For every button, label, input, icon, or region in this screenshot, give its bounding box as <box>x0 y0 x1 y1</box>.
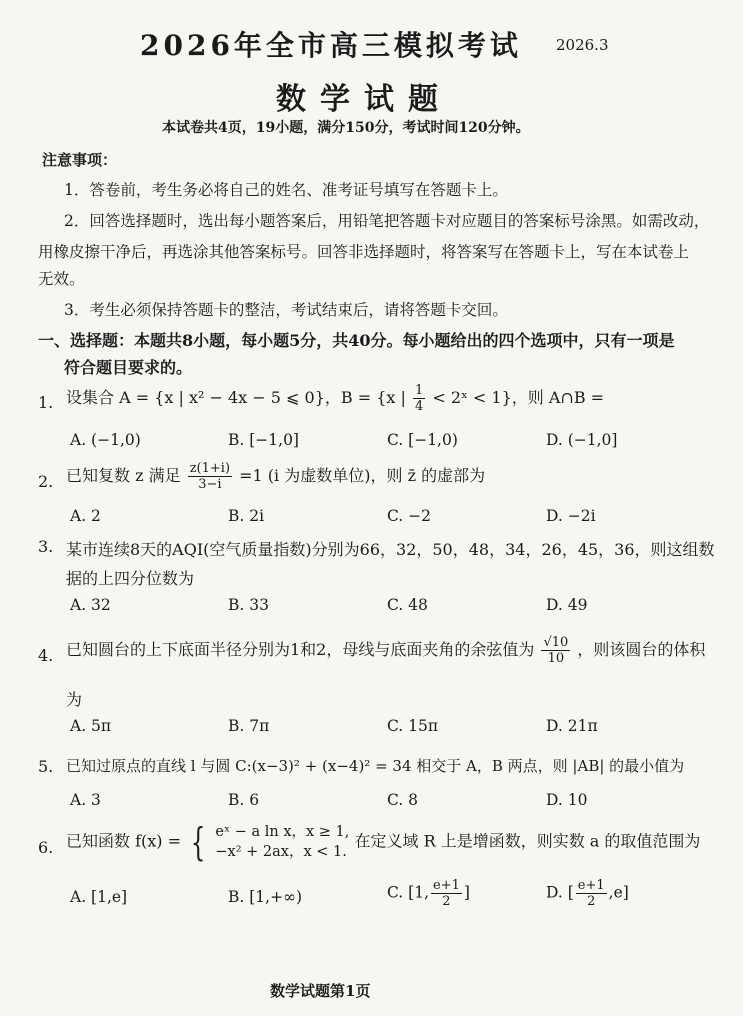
q2-number: 2. <box>38 472 54 491</box>
q3-number: 3. <box>38 537 54 556</box>
q5-option-a: A. 3 <box>70 791 101 809</box>
q2-fraction <box>188 461 232 492</box>
q6-option-d-num: e+1 <box>577 878 605 893</box>
q4-stem-line-2: 为 <box>66 690 83 709</box>
q1-frac-den: 4 <box>415 399 424 414</box>
q6-option-d-fraction <box>576 878 607 909</box>
q6-stem <box>66 822 700 862</box>
notes-heading: 注意事项： <box>42 151 118 169</box>
q5-stem: 已知过原点的直线 l 与圆 C:(x−3)² + (x−4)² = 34 相交于 A，B 两点，则 |AB| 的最小值为 <box>66 757 685 775</box>
q2-text-pre: 已知复数 z 满足 <box>66 466 181 485</box>
q3-option-d: D. 49 <box>546 596 588 614</box>
exam-date: 2026.3 <box>556 36 609 54</box>
page-footer: 数学试题第1页 <box>270 982 371 1000</box>
q2-frac-num: z(1+i) <box>189 461 231 476</box>
section-1-heading: 一、选择题：本题共8小题，每小题5分，共40分。每小题给出的四个选项中，只有一项是 <box>38 331 675 350</box>
q3-option-c: C. 48 <box>387 596 428 614</box>
q5-number: 5. <box>38 757 54 776</box>
q4-fraction <box>541 635 570 666</box>
q3-stem-line-1: 某市连续8天的AQI(空气质量指数)分别为66，32，50，48，34，26，45，36，则这组数 <box>66 540 715 559</box>
q5-option-b: B. 6 <box>228 791 260 809</box>
q1-text-pre: 设集合 A = {x | x² − 4x − 5 ⩽ 0}，B = {x | <box>66 388 406 407</box>
exam-info: 本试卷共4页，19小题，满分150分，考试时间120分钟。 <box>162 120 530 136</box>
q2-option-a: A. 2 <box>70 507 101 525</box>
q2-option-c: C. −2 <box>387 507 432 525</box>
exam-title: 2026年全市高三模拟考试 <box>140 29 522 62</box>
q4-option-b: B. 7π <box>228 717 270 735</box>
q6-option-b: B. [1,+∞) <box>228 888 303 906</box>
q6-option-a: A. [1,e] <box>70 888 128 906</box>
q6-piecewise <box>215 822 349 862</box>
q6-option-c-num: e+1 <box>433 878 460 893</box>
q1-option-b: B. [−1,0] <box>228 431 299 449</box>
q6-option-c <box>387 878 470 909</box>
q4-text-post: ，则该圆台的体积 <box>577 640 706 659</box>
q3-option-b: B. 33 <box>228 596 269 614</box>
q4-option-a: A. 5π <box>70 717 112 735</box>
q2-stem <box>66 461 485 492</box>
q6-option-c-post: ] <box>463 883 470 902</box>
q6-case-1: eˣ − a ln x，x ≥ 1, <box>215 824 350 840</box>
q1-option-a: A. (−1,0) <box>70 431 141 449</box>
note-3: 3．考生必须保持答题卡的整洁，考试结束后，请将答题卡交回。 <box>64 301 508 319</box>
q4-frac-num: √10 <box>543 635 569 650</box>
section-1-heading-2: 符合题目要求的。 <box>64 358 193 377</box>
note-2-line-2: 用橡皮擦干净后，再选涂其他答案标号。回答非选择题时，将答案写在答题卡上，写在本试卷上 <box>38 243 690 261</box>
q4-stem <box>66 635 705 666</box>
q2-option-b: B. 2i <box>228 507 265 525</box>
subject-title: 数学试题 <box>276 82 452 117</box>
note-1: 1．答卷前，考生务必将自己的姓名、准考证号填写在答题卡上。 <box>64 181 508 199</box>
q1-number: 1. <box>38 393 54 412</box>
q6-option-c-fraction <box>431 878 462 909</box>
q4-number: 4. <box>38 646 54 665</box>
q6-option-d-pre: D. [ <box>546 883 574 902</box>
q6-text-pre: 已知函数 f(x) = <box>66 831 182 851</box>
q4-option-c: C. 15π <box>387 717 439 735</box>
q6-option-d-den: 2 <box>587 894 596 909</box>
q6-text-post: 在定义域 R 上是增函数，则实数 a 的取值范围为 <box>354 831 701 851</box>
q6-case-2: −x² + 2ax，x < 1. <box>215 844 347 860</box>
q6-option-d <box>546 878 629 909</box>
q3-stem-line-2: 据的上四分位数为 <box>66 569 195 588</box>
q6-option-c-pre: C. [1, <box>387 883 429 902</box>
q1-option-d: D. (−1,0] <box>546 431 618 449</box>
q4-option-d: D. 21π <box>546 717 598 735</box>
q3-option-a: A. 32 <box>70 596 111 614</box>
q6-number: 6. <box>38 838 54 857</box>
q1-text-post: < 2ˣ < 1}，则 A∩B = <box>432 388 605 407</box>
q6-brace: { <box>190 820 206 864</box>
note-2-line-1: 2．回答选择题时，选出每小题答案后，用铅笔把答题卡对应题目的答案标号涂黑。如需改动， <box>64 212 710 230</box>
q6-option-c-den: 2 <box>442 894 451 909</box>
q4-text-pre: 已知圆台的上下底面半径分别为1和2，母线与底面夹角的余弦值为 <box>66 640 535 659</box>
q4-frac-den: 10 <box>547 651 565 666</box>
q1-stem <box>66 383 604 414</box>
q2-frac-den: 3−i <box>198 477 222 492</box>
q5-option-d: D. 10 <box>546 791 588 809</box>
q1-frac-num: 1 <box>415 383 424 398</box>
note-2-line-3: 无效。 <box>38 270 85 288</box>
q2-option-d: D. −2i <box>546 507 596 525</box>
q1-option-c: C. [−1,0) <box>387 431 458 449</box>
q6-option-d-post: ,e] <box>608 883 629 902</box>
q2-text-post: =1 (i 为虚数单位)，则 z̄ 的虚部为 <box>239 466 486 485</box>
q1-fraction <box>413 383 425 414</box>
q5-option-c: C. 8 <box>387 791 419 809</box>
